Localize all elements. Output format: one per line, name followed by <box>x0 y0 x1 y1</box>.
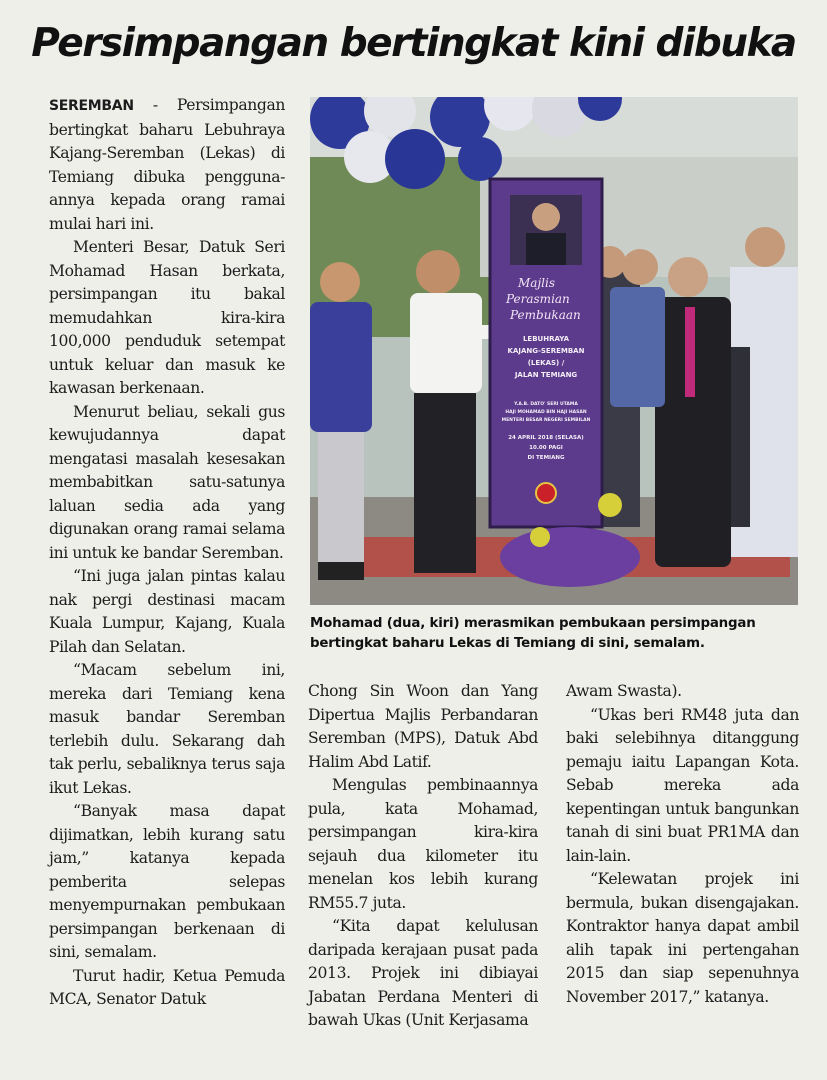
banner-place: DI TEMIANG <box>527 455 565 461</box>
banner-script-3: Pembukaan <box>510 308 581 322</box>
banner-line: JALAN TEMIANG <box>514 371 578 379</box>
lead-text: - Persimpangan bertingkat baharu Lebuhraya Kajang-Seremban (Lekas) di Temiang dibuka pengguna-annya kepada orang ramai mulai hari ini. <box>49 96 285 233</box>
ceremony-banner <box>490 179 602 527</box>
photo-caption: Mohamad (dua, kiri) merasmikan pembukaan persimpangan bertingkat baharu Lekas di Temiang di sini, semalam. <box>310 616 756 651</box>
paragraph: “Banyak masa dapat dijimatkan, lebih kurang satu jam,” katanya kepada pemberita selepas menyempurnakan pembukaan persimpangan berkenaan di sini, semalam. <box>49 802 285 961</box>
banner-officiant: HAJI MOHAMAD BIN HAJI HASAN <box>505 410 587 415</box>
paragraph: Chong Sin Woon dan Yang Dipertua Majlis Perbandaran Seremban (MPS), Datuk Abd Halim Abd Latif. <box>308 682 538 771</box>
paragraph: “Kelewatan projek ini bermula, bukan disengajakan. Kontraktor hanya dapat ambil alih tapak ini pertengahan 2015 dan siap sepenuhnya November 2017,” katanya. <box>566 870 799 1006</box>
paragraph: Awam Swasta). <box>566 682 682 700</box>
banner-officiant: MENTERI BESAR NEGERI SEMBILAN <box>501 418 591 423</box>
article-column-2 <box>308 680 538 1033</box>
headline: Persimpangan bertingkat kini dibuka <box>31 21 796 66</box>
paragraph: Turut hadir, Ketua Pemuda MCA, Senator Datuk <box>49 966 285 1008</box>
emblem-icon <box>536 483 556 503</box>
banner-line: LEBUHRAYA <box>522 335 570 343</box>
paragraph: “Kita dapat kelulusan daripada kerajaan pusat pada 2013. Projek ini dibiayai Jabatan Perdana Menteri di bawah Ukas (Unit Kerjasama <box>308 917 538 1029</box>
banner-date: 24 APRIL 2018 (SELASA) <box>508 435 584 441</box>
banner-time: 10.00 PAGI <box>529 445 563 451</box>
paragraph: “Macam sebelum ini, mereka dari Temiang kena masuk bandar Seremban terlebih dulu. Sekarang dah tak perlu, sebaliknya terus saja ikut Lekas. <box>49 661 285 797</box>
article-column-1 <box>49 94 285 1012</box>
article-column-3 <box>566 680 799 1009</box>
banner-script-2: Perasmian <box>506 292 570 306</box>
paragraph: Menteri Besar, Datuk Seri Mohamad Hasan berkata, persimpangan itu bakal memudahkan kira-kira 100,000 penduduk setempat untuk keluar dan masuk ke kawasan berkenaan. <box>49 238 285 397</box>
person-left <box>310 262 372 580</box>
paragraph: “Ukas beri RM48 juta dan baki selebihnya ditanggung pemaju iaitu Lapangan Kota. Sebab mereka ada kepentingan untuk bangunkan tanah di sini buat PR1MA dan lain-lain. <box>566 705 799 865</box>
banner-line: (LEKAS) / <box>527 359 565 367</box>
news-photo <box>310 97 798 605</box>
banner-officiant: Y.A.B. DATO' SERI UTAMA <box>514 402 578 407</box>
paragraph: Menurut beliau, sekali gus kewujudannya dapat mengatasi masalah kesesakan membabitkan satu-satunya laluan sedia ada yang digunakan orang ramai selama ini untuk ke bandar Seremban. <box>49 402 285 562</box>
paragraph: Mengulas pembinaannya pula, kata Mohamad, persimpangan kira-kira sejauh dua kilometer itu menelan kos lebih kurang RM55.7 juta. <box>308 776 538 912</box>
banner-line: KAJANG-SEREMBAN <box>507 347 585 355</box>
paragraph: “Ini juga jalan pintas kalau nak pergi destinasi macam Kuala Lumpur, Kajang, Kuala Pilah dan Selatan. <box>49 567 285 656</box>
banner-script-1: Majlis <box>518 276 555 290</box>
dateline: SEREMBAN <box>49 98 134 114</box>
lead-paragraph <box>49 94 285 236</box>
